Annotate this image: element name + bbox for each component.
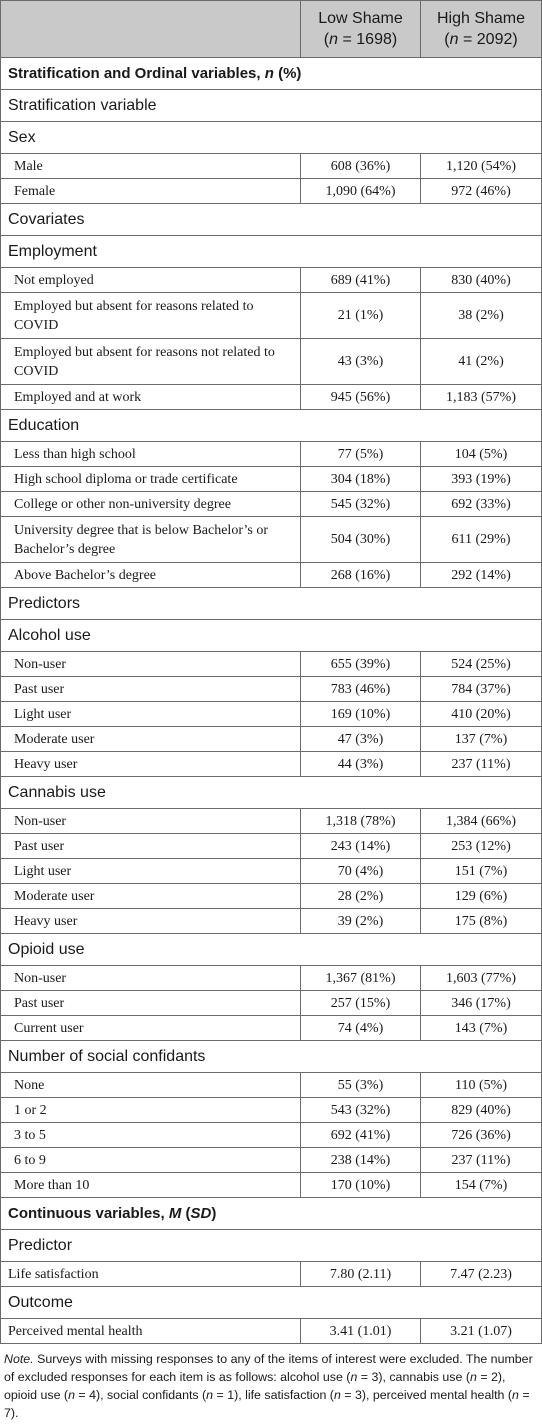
low-shame-value: 238 (14%) bbox=[301, 1148, 421, 1173]
table-row bbox=[1, 1262, 542, 1287]
low-shame-value: 608 (36%) bbox=[301, 154, 421, 179]
row-label: Heavy user bbox=[1, 752, 301, 777]
high-shame-value: 137 (7%) bbox=[421, 727, 542, 752]
row-label: Past user bbox=[1, 677, 301, 702]
table-row bbox=[1, 467, 542, 492]
high-shame-value: 292 (14%) bbox=[421, 563, 542, 588]
group-heading-row bbox=[1, 588, 542, 620]
low-shame-value: 21 (1%) bbox=[301, 293, 421, 339]
row-label: Non-user bbox=[1, 809, 301, 834]
table-row bbox=[1, 442, 542, 467]
low-shame-value: 7.80 (2.11) bbox=[301, 1262, 421, 1287]
table-note bbox=[0, 1344, 542, 1422]
row-label: Past user bbox=[1, 991, 301, 1016]
section-heading bbox=[1, 58, 542, 90]
table-row bbox=[1, 1123, 542, 1148]
group-heading-row bbox=[1, 934, 542, 966]
low-shame-value: 689 (41%) bbox=[301, 268, 421, 293]
low-shame-value: 243 (14%) bbox=[301, 834, 421, 859]
group-heading-row bbox=[1, 1230, 542, 1262]
note-text: Surveys with missing responses to any of the items of interest were excluded. The number of excluded responses for each item is as follows: alcohol use ( bbox=[4, 1352, 533, 1384]
note-text: = 1), life satisfaction ( bbox=[213, 1388, 334, 1402]
low-shame-value: 1,090 (64%) bbox=[301, 179, 421, 204]
table-row bbox=[1, 991, 542, 1016]
low-shame-title: Low Shame bbox=[318, 10, 403, 27]
group-heading: Predictors bbox=[1, 588, 542, 620]
table-row bbox=[1, 1098, 542, 1123]
table-row bbox=[1, 1173, 542, 1198]
row-label: Heavy user bbox=[1, 909, 301, 934]
note-stat: n bbox=[512, 1388, 519, 1402]
table-row bbox=[1, 339, 542, 385]
group-heading: Outcome bbox=[1, 1287, 542, 1319]
header-blank-cell bbox=[1, 1, 301, 58]
table-row bbox=[1, 859, 542, 884]
low-shame-n: (n = 1698) bbox=[323, 31, 398, 48]
group-heading: Alcohol use bbox=[1, 620, 542, 652]
group-heading: Education bbox=[1, 410, 542, 442]
low-shame-value: 169 (10%) bbox=[301, 702, 421, 727]
section-heading-text: Continuous variables, bbox=[8, 1205, 169, 1222]
table-row bbox=[1, 563, 542, 588]
high-shame-value: 410 (20%) bbox=[421, 702, 542, 727]
low-shame-value: 1,367 (81%) bbox=[301, 966, 421, 991]
section-heading-stat: n bbox=[264, 65, 274, 82]
row-label: Female bbox=[1, 179, 301, 204]
row-label: 3 to 5 bbox=[1, 1123, 301, 1148]
high-shame-value: 151 (7%) bbox=[421, 859, 542, 884]
low-shame-value: 39 (2%) bbox=[301, 909, 421, 934]
table-row bbox=[1, 966, 542, 991]
table-row bbox=[1, 154, 542, 179]
high-shame-value: 1,603 (77%) bbox=[421, 966, 542, 991]
group-heading: Number of social confidants bbox=[1, 1041, 542, 1073]
note-stat: n bbox=[469, 1370, 477, 1384]
table-body bbox=[1, 58, 542, 1344]
row-label: Moderate user bbox=[1, 727, 301, 752]
table-row bbox=[1, 179, 542, 204]
high-shame-value: 110 (5%) bbox=[421, 1073, 542, 1098]
table-row bbox=[1, 1073, 542, 1098]
table-row bbox=[1, 834, 542, 859]
row-label: Employed but absent for reasons not related to COVID bbox=[1, 339, 301, 385]
low-shame-value: 257 (15%) bbox=[301, 991, 421, 1016]
high-shame-value: 1,384 (66%) bbox=[421, 809, 542, 834]
header-high-shame bbox=[421, 1, 542, 58]
low-shame-value: 70 (4%) bbox=[301, 859, 421, 884]
high-shame-value: 784 (37%) bbox=[421, 677, 542, 702]
high-shame-value: 253 (12%) bbox=[421, 834, 542, 859]
row-label: Employed and at work bbox=[1, 385, 301, 410]
group-heading-row bbox=[1, 410, 542, 442]
row-label: Perceived mental health bbox=[1, 1319, 301, 1344]
low-shame-value: 28 (2%) bbox=[301, 884, 421, 909]
low-shame-value: 304 (18%) bbox=[301, 467, 421, 492]
table-row bbox=[1, 752, 542, 777]
note-text: = 4), social confidants ( bbox=[74, 1388, 207, 1402]
row-label: High school diploma or trade certificate bbox=[1, 467, 301, 492]
high-shame-value: 7.47 (2.23) bbox=[421, 1262, 542, 1287]
high-shame-value: 726 (36%) bbox=[421, 1123, 542, 1148]
section-heading-stat: M bbox=[168, 1205, 182, 1222]
note-text: = 3), perceived mental health ( bbox=[340, 1388, 512, 1402]
note-label: Note. bbox=[4, 1352, 34, 1366]
high-shame-n-value: 2092 bbox=[476, 31, 513, 48]
table-row bbox=[1, 492, 542, 517]
table-row bbox=[1, 884, 542, 909]
high-shame-value: 1,120 (54%) bbox=[421, 154, 542, 179]
low-shame-value: 3.41 (1.01) bbox=[301, 1319, 421, 1344]
row-label: Not employed bbox=[1, 268, 301, 293]
high-shame-value: 829 (40%) bbox=[421, 1098, 542, 1123]
high-shame-value: 237 (11%) bbox=[421, 1148, 542, 1173]
group-heading-row bbox=[1, 204, 542, 236]
high-shame-value: 346 (17%) bbox=[421, 991, 542, 1016]
table-row bbox=[1, 677, 542, 702]
low-shame-value: 170 (10%) bbox=[301, 1173, 421, 1198]
low-shame-value: 43 (3%) bbox=[301, 339, 421, 385]
section-heading-text: ) bbox=[211, 1205, 217, 1222]
group-heading: Predictor bbox=[1, 1230, 542, 1262]
low-shame-value: 74 (4%) bbox=[301, 1016, 421, 1041]
high-shame-value: 104 (5%) bbox=[421, 442, 542, 467]
row-label: Light user bbox=[1, 702, 301, 727]
group-heading: Employment bbox=[1, 236, 542, 268]
high-shame-value: 830 (40%) bbox=[421, 268, 542, 293]
row-label: College or other non-university degree bbox=[1, 492, 301, 517]
group-heading: Opioid use bbox=[1, 934, 542, 966]
low-shame-value: 692 (41%) bbox=[301, 1123, 421, 1148]
table-row bbox=[1, 727, 542, 752]
high-shame-value: 129 (6%) bbox=[421, 884, 542, 909]
table-row bbox=[1, 517, 542, 563]
high-shame-value: 38 (2%) bbox=[421, 293, 542, 339]
section-heading-text: (%) bbox=[273, 65, 302, 82]
section-heading-row bbox=[1, 1198, 542, 1230]
high-shame-value: 692 (33%) bbox=[421, 492, 542, 517]
table-header bbox=[1, 1, 542, 58]
row-label: Moderate user bbox=[1, 884, 301, 909]
low-shame-value: 55 (3%) bbox=[301, 1073, 421, 1098]
row-label: Male bbox=[1, 154, 301, 179]
note-stat: n bbox=[333, 1388, 341, 1402]
table-row bbox=[1, 909, 542, 934]
row-label: More than 10 bbox=[1, 1173, 301, 1198]
note-stat: n bbox=[350, 1370, 358, 1384]
high-shame-value: 154 (7%) bbox=[421, 1173, 542, 1198]
header-low-shame bbox=[301, 1, 421, 58]
group-heading-row bbox=[1, 620, 542, 652]
table-row bbox=[1, 385, 542, 410]
group-heading-row bbox=[1, 122, 542, 154]
low-shame-value: 783 (46%) bbox=[301, 677, 421, 702]
section-heading-stat: SD bbox=[190, 1205, 212, 1222]
low-shame-value: 47 (3%) bbox=[301, 727, 421, 752]
high-shame-value: 972 (46%) bbox=[421, 179, 542, 204]
note-text: = 3), cannabis use ( bbox=[357, 1370, 470, 1384]
low-shame-value: 504 (30%) bbox=[301, 517, 421, 563]
low-shame-value: 77 (5%) bbox=[301, 442, 421, 467]
note-text: = 2), opioid use ( bbox=[4, 1370, 506, 1402]
group-heading: Stratification variable bbox=[1, 90, 542, 122]
high-shame-value: 393 (19%) bbox=[421, 467, 542, 492]
high-shame-value: 524 (25%) bbox=[421, 652, 542, 677]
row-label: Light user bbox=[1, 859, 301, 884]
low-shame-value: 44 (3%) bbox=[301, 752, 421, 777]
high-shame-value: 41 (2%) bbox=[421, 339, 542, 385]
table-row bbox=[1, 1016, 542, 1041]
section-heading-text: Stratification and Ordinal variables, bbox=[8, 65, 265, 82]
row-label: University degree that is below Bachelor’s or Bachelor’s degree bbox=[1, 517, 301, 563]
row-label: Life satisfaction bbox=[1, 1262, 301, 1287]
high-shame-value: 1,183 (57%) bbox=[421, 385, 542, 410]
high-shame-title: High Shame bbox=[436, 10, 526, 27]
row-label: Past user bbox=[1, 834, 301, 859]
row-label: Non-user bbox=[1, 966, 301, 991]
group-heading-row bbox=[1, 90, 542, 122]
group-heading: Covariates bbox=[1, 204, 542, 236]
table-row bbox=[1, 1319, 542, 1344]
group-heading-row bbox=[1, 236, 542, 268]
row-label: 1 or 2 bbox=[1, 1098, 301, 1123]
group-heading: Sex bbox=[1, 122, 542, 154]
note-text: = 7). bbox=[4, 1388, 530, 1420]
group-heading: Cannabis use bbox=[1, 777, 542, 809]
low-shame-n-value: 1698 bbox=[356, 31, 392, 48]
row-label: Non-user bbox=[1, 652, 301, 677]
row-label: Less than high school bbox=[1, 442, 301, 467]
high-shame-n: (n = 2092) bbox=[444, 31, 518, 48]
group-heading-row bbox=[1, 1041, 542, 1073]
table-row bbox=[1, 1148, 542, 1173]
low-shame-value: 1,318 (78%) bbox=[301, 809, 421, 834]
row-label: 6 to 9 bbox=[1, 1148, 301, 1173]
table-row bbox=[1, 702, 542, 727]
high-shame-value: 237 (11%) bbox=[421, 752, 542, 777]
note-stat: n bbox=[206, 1388, 214, 1402]
row-label: Employed but absent for reasons related to COVID bbox=[1, 293, 301, 339]
low-shame-value: 268 (16%) bbox=[301, 563, 421, 588]
row-label: Above Bachelor’s degree bbox=[1, 563, 301, 588]
table-row bbox=[1, 652, 542, 677]
group-heading-row bbox=[1, 777, 542, 809]
low-shame-value: 543 (32%) bbox=[301, 1098, 421, 1123]
row-label: None bbox=[1, 1073, 301, 1098]
table-row bbox=[1, 293, 542, 339]
section-heading bbox=[1, 1198, 542, 1230]
group-heading-row bbox=[1, 1287, 542, 1319]
low-shame-value: 655 (39%) bbox=[301, 652, 421, 677]
high-shame-value: 3.21 (1.07) bbox=[421, 1319, 542, 1344]
high-shame-value: 175 (8%) bbox=[421, 909, 542, 934]
table-row bbox=[1, 268, 542, 293]
high-shame-value: 611 (29%) bbox=[421, 517, 542, 563]
row-label: Current user bbox=[1, 1016, 301, 1041]
note-stat: n bbox=[68, 1388, 75, 1402]
high-shame-value: 143 (7%) bbox=[421, 1016, 542, 1041]
table-row bbox=[1, 809, 542, 834]
low-shame-value: 945 (56%) bbox=[301, 385, 421, 410]
section-heading-row bbox=[1, 58, 542, 90]
section-heading-text: ( bbox=[181, 1205, 191, 1222]
low-shame-value: 545 (32%) bbox=[301, 492, 421, 517]
